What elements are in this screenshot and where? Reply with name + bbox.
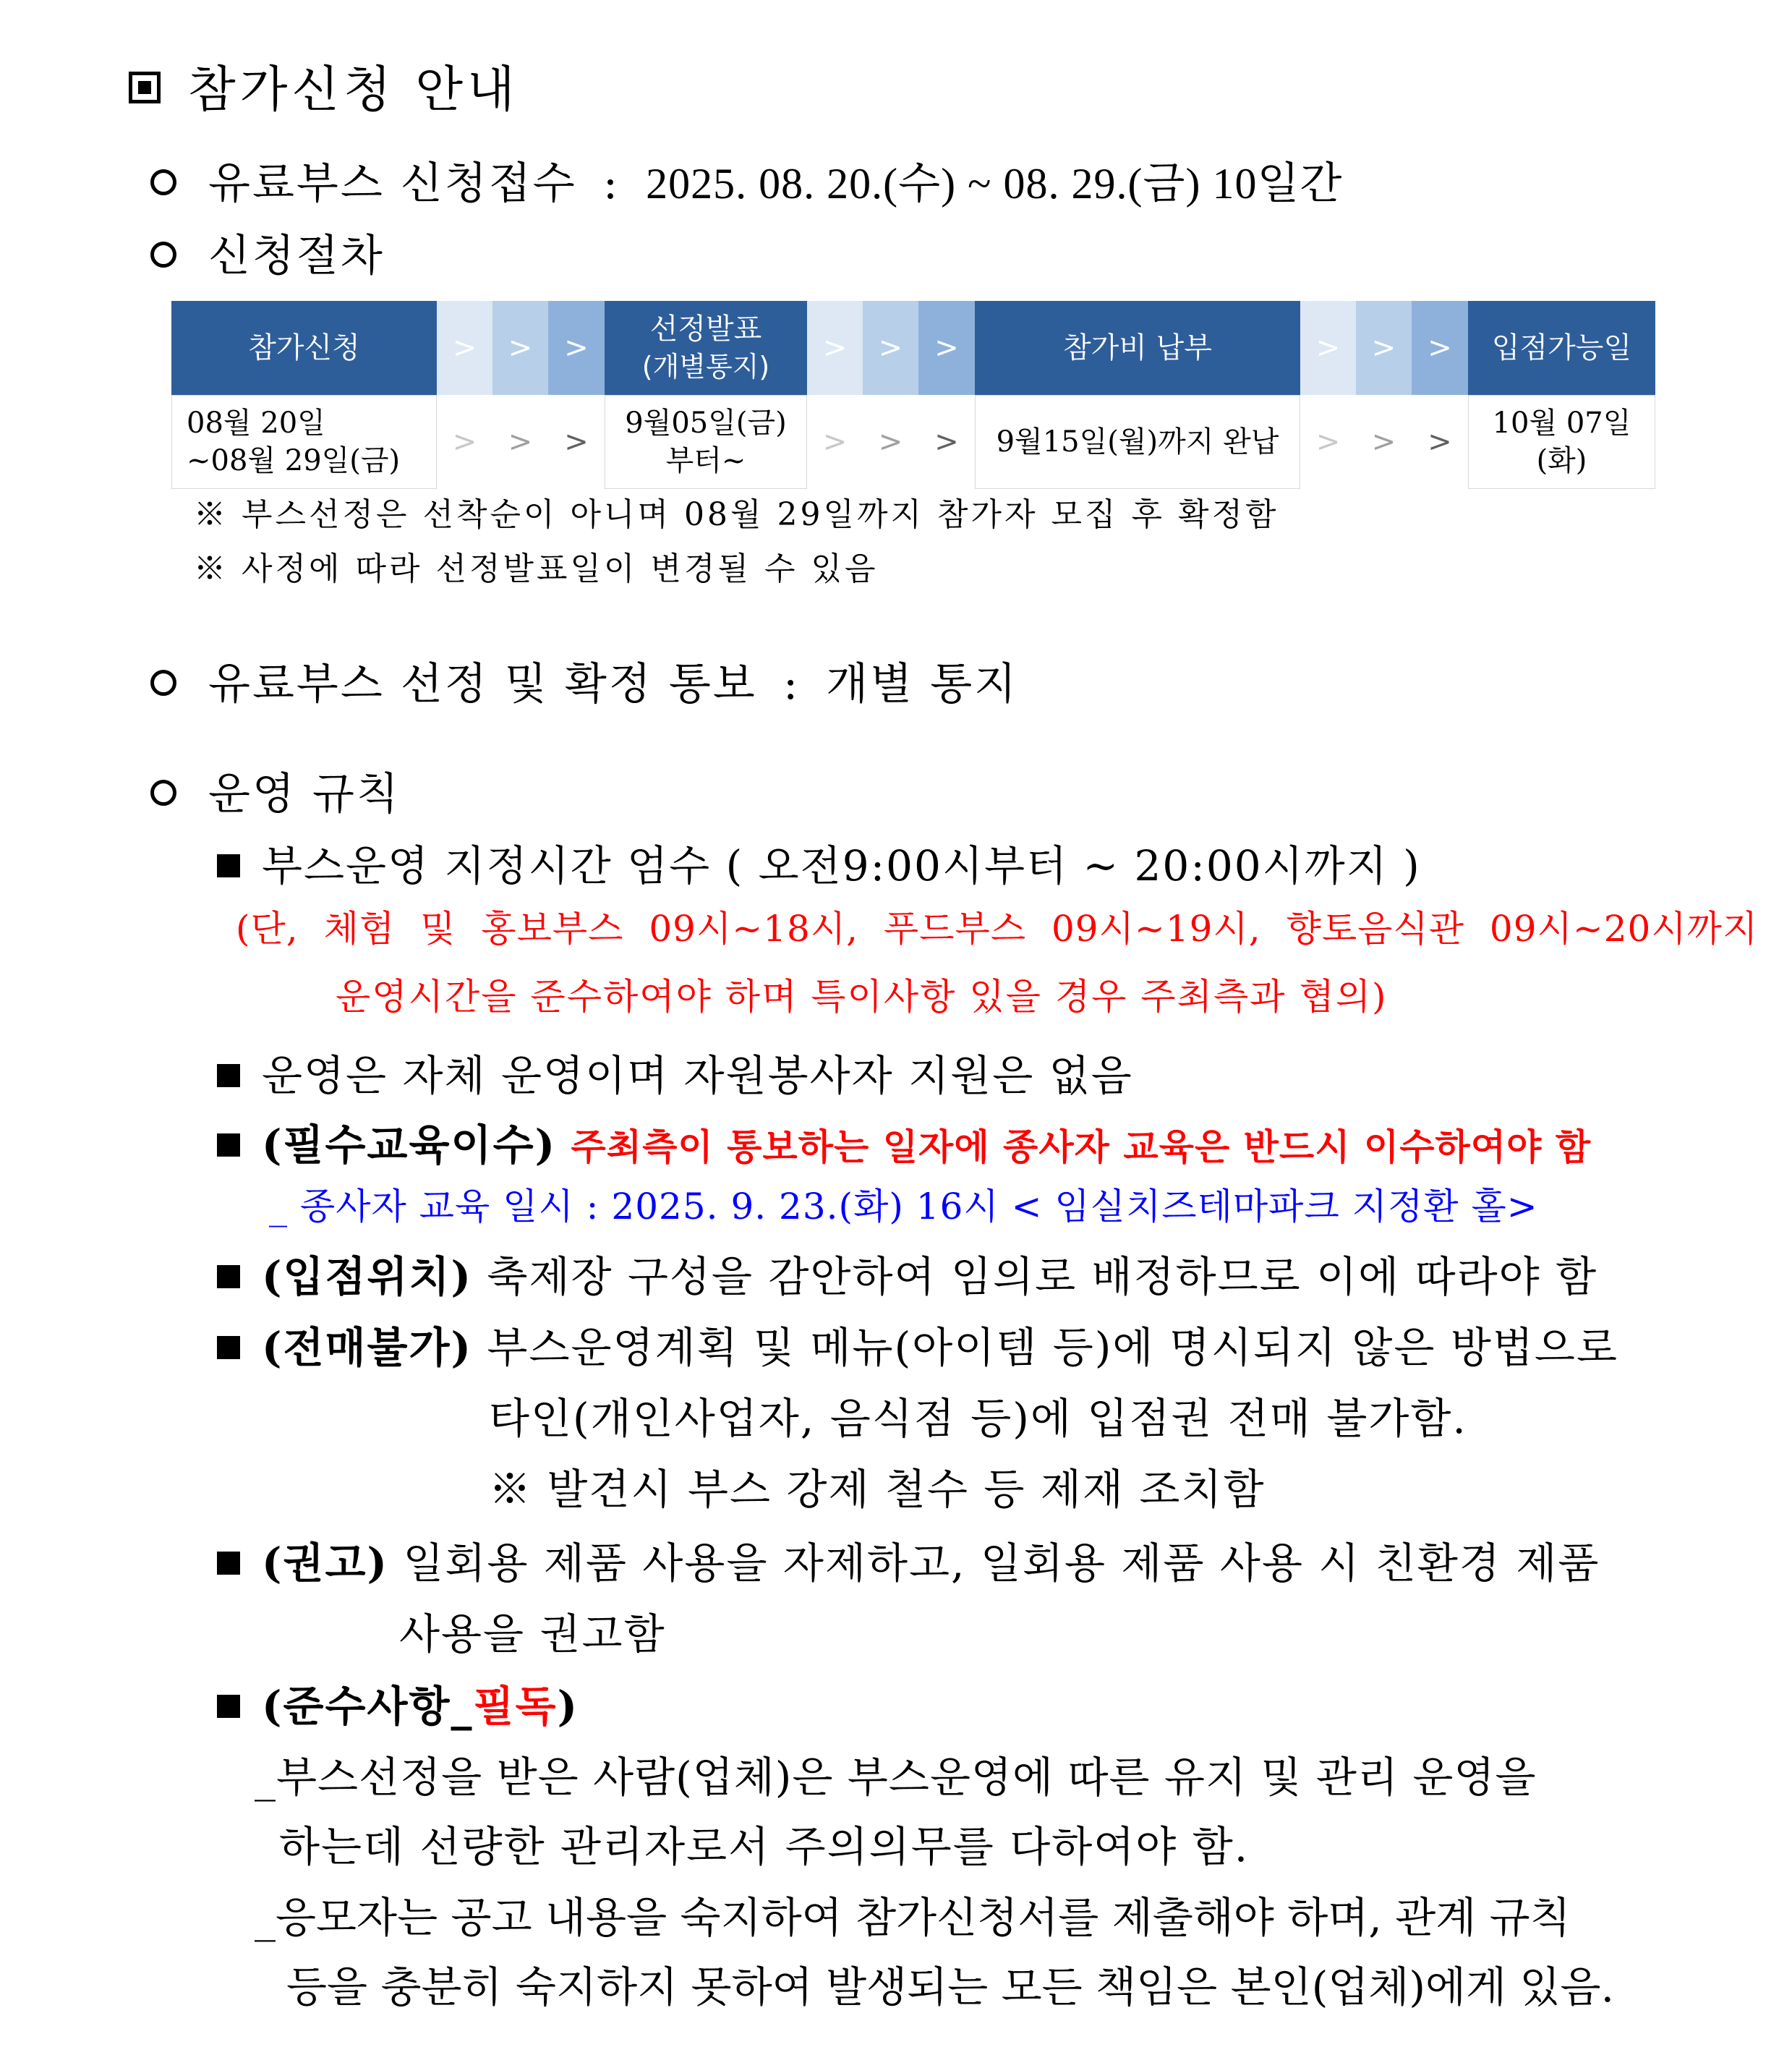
- arrow-icon: >: [508, 425, 533, 459]
- arrow-icon: >: [1428, 425, 1452, 459]
- arrow-icon: >: [452, 425, 477, 459]
- arrow-icon: >: [1315, 425, 1341, 459]
- compliance-paragraph: _응모자는 공고 내용을 숙지하여 참가신청서를 제출해야 하며, 관계 규칙: [255, 1893, 1571, 1942]
- circle-bullet-icon: [150, 670, 176, 696]
- stage-payment-date: 9월15일(월)까지 완납: [975, 395, 1300, 489]
- compliance-paragraph: _부스선정을 받은 사람(업체)은 부스운영에 따른 유지 및 관리 운영을: [255, 1753, 1537, 1802]
- compliance-paragraph: 등을 충분히 숙지하지 못하여 발생되는 모든 책임은 본인(업체)에게 있음.: [286, 1962, 1614, 2012]
- arrow-icon: >: [564, 425, 589, 459]
- rule-no-resale-penalty: ※ 발견시 부스 강제 철수 등 제재 조치함: [489, 1465, 1266, 1514]
- arrow-icon: >: [934, 425, 959, 459]
- stage-application: 참가신청: [171, 301, 437, 395]
- arrow-icon: >: [437, 301, 492, 395]
- rule-booth-location: (입점위치) 축제장 구성을 감안하여 임의로 배정하므로 이에 따라야 함: [217, 1243, 1597, 1303]
- rule-mandatory-education: (필수교육이수) 주최측이 통보하는 일자에 종사자 교육은 반드시 이수하여야 함: [217, 1111, 1591, 1172]
- arrow-icon: >: [822, 425, 848, 459]
- rule-hours-note: (단, 체험 및 홍보부스 09시~18시, 푸드부스 09시~19시, 향토음식관 09시~20시까지: [236, 908, 1759, 950]
- arrow-icon: >: [863, 301, 918, 395]
- section-application-period: 유료부스 신청접수 : 2025. 08. 20.(수) ~ 08. 29.(금) 10일간: [150, 149, 1342, 211]
- circle-bullet-icon: [150, 780, 176, 806]
- square-bullet-icon: [217, 1265, 240, 1288]
- square-bullet-icon: [217, 1695, 240, 1718]
- arrow-icon: >: [807, 301, 863, 395]
- arrow-icon: >: [1412, 301, 1468, 395]
- procedure-flow: [171, 301, 1655, 490]
- stage-fee-payment: 참가비 납부: [975, 301, 1300, 395]
- education-schedule: _ 종사자 교육 일시 : 2025. 9. 23.(화) 16시 < 임실치즈테마파크 지정환 홀>: [269, 1186, 1538, 1227]
- stage-selection-date: 9월05일(금) 부터~: [605, 395, 807, 489]
- arrow-icon: >: [878, 425, 903, 459]
- rule-operating-hours: 부스운영 지정시간 엄수 ( 오전9:00시부터 ~ 20:00시까지 ): [217, 832, 1421, 893]
- stage-move-in-value: 10월 07일 (화): [1468, 395, 1655, 489]
- square-bullet-icon: [217, 854, 240, 877]
- rule-hours-note: 운영시간을 준수하여야 하며 특이사항 있을 경우 주최측과 협의): [336, 976, 1388, 1018]
- section-procedure: 신청절차: [150, 221, 385, 284]
- circle-bullet-icon: [150, 169, 176, 195]
- section-notification: 유료부스 선정 및 확정 통보 : 개별 통지: [150, 650, 1018, 712]
- rule-no-resale-cont: 타인(개인사업자, 음식점 등)에 입점권 전매 불가함.: [489, 1394, 1467, 1443]
- rule-recommendation: (권고) 일회용 제품 사용을 자제하고, 일회용 제품 사용 시 친환경 제품: [217, 1529, 1600, 1590]
- checkbox-square-icon: [129, 72, 161, 103]
- stage-move-in-date: 입점가능일: [1468, 301, 1655, 395]
- square-bullet-icon: [217, 1133, 240, 1157]
- arrow-icon: >: [1356, 301, 1412, 395]
- note-line: ※ 사정에 따라 선정발표일이 변경될 수 있음: [194, 550, 879, 587]
- square-bullet-icon: [217, 1064, 240, 1087]
- arrow-icon: >: [492, 301, 548, 395]
- rule-compliance: (준수사항_필독): [217, 1672, 579, 1733]
- arrow-icon: >: [918, 301, 975, 395]
- note-line: ※ 부스선정은 선착순이 아니며 08월 29일까지 참가자 모집 후 확정함: [194, 496, 1279, 533]
- compliance-paragraph: 하는데 선량한 관리자로서 주의의무를 다하여야 함.: [279, 1822, 1250, 1871]
- square-bullet-icon: [217, 1336, 240, 1359]
- section-operation-rules: 운영 규칙: [150, 759, 401, 822]
- arrow-icon: >: [548, 301, 605, 395]
- rule-self-operation: 운영은 자체 운영이며 자원봉사자 지원은 없음: [217, 1042, 1133, 1102]
- stage-application-date: 08월 20일 ~08월 29일(금): [171, 395, 437, 489]
- arrow-icon: >: [1300, 301, 1356, 395]
- square-bullet-icon: [217, 1552, 240, 1575]
- rule-recommendation-cont: 사용을 권고함: [399, 1609, 666, 1659]
- stage-selection-announcement: 선정발표 (개별통지): [605, 301, 807, 395]
- page-title: 참가신청 안내: [129, 51, 519, 121]
- circle-bullet-icon: [150, 242, 176, 268]
- arrow-icon: >: [1371, 425, 1396, 459]
- rule-no-resale: (전매불가) 부스운영계획 및 메뉴(아이템 등)에 명시되지 않은 방법으로: [217, 1314, 1618, 1374]
